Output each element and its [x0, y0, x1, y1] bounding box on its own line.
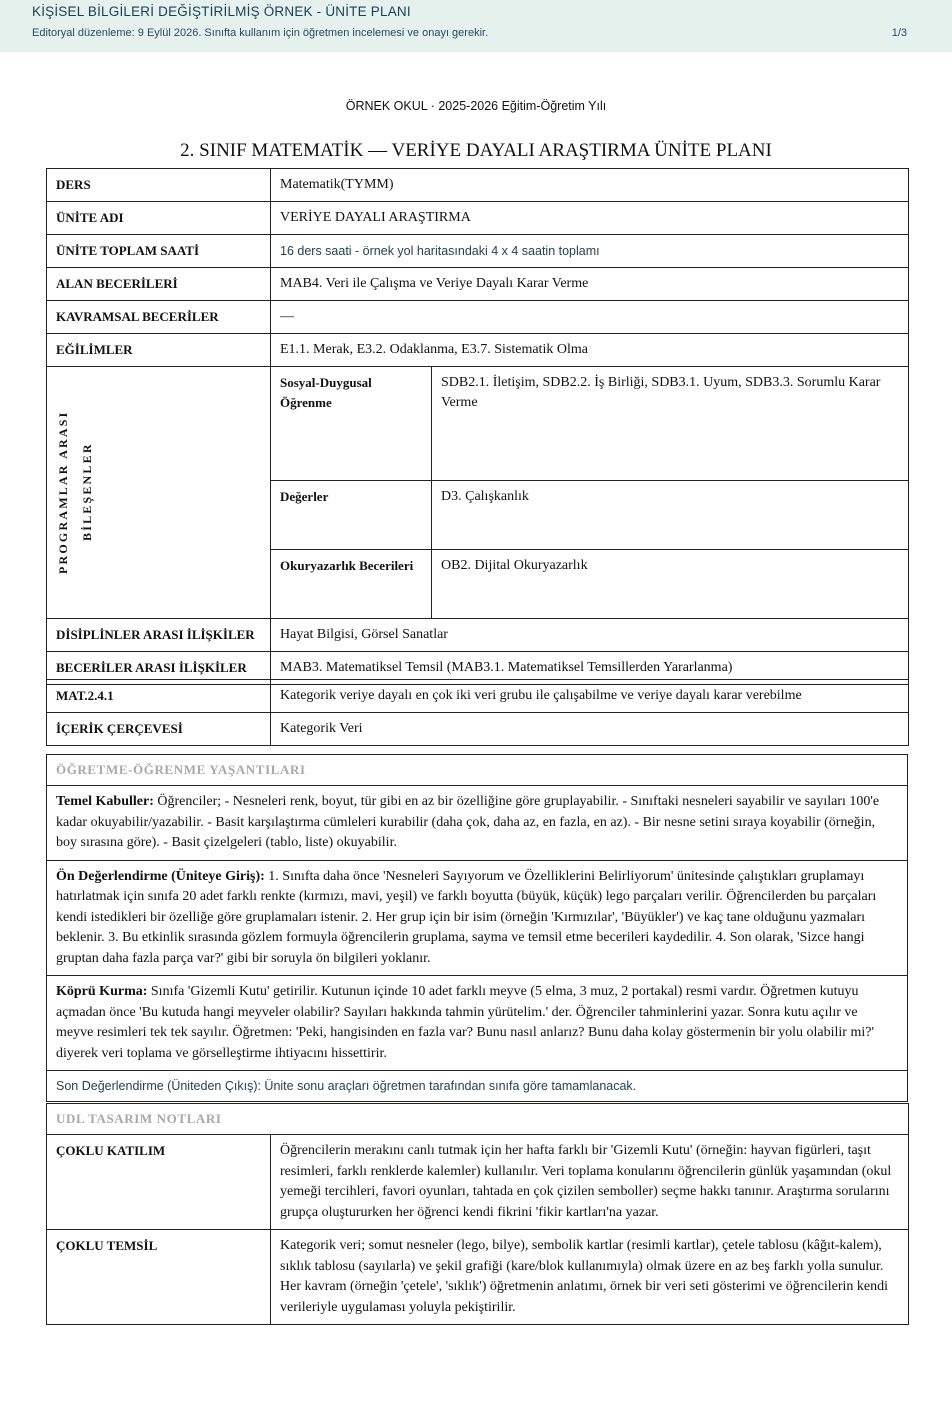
school-line: ÖRNEK OKUL · 2025-2026 Eğitim-Öğretim Yılı [345, 99, 607, 113]
kavramsal-value: — [271, 301, 909, 334]
unite-saati-label: ÜNİTE TOPLAM SAATİ [47, 235, 271, 268]
udl-heading: UDL TASARIM NOTLARI [47, 1104, 909, 1135]
unite-adi-label: ÜNİTE ADI [47, 202, 271, 235]
katilim-label: ÇOKLU KATILIM [47, 1135, 271, 1230]
kopru-kurma [47, 976, 908, 1071]
on-label: Ön Değerlendirme (Üniteye Giriş): [56, 868, 265, 884]
row-unite-saati [47, 235, 909, 268]
program-arasi-label: PROGRAMLAR ARASI BİLEŞENLER [56, 410, 94, 574]
ders-value: Matematik(TYMM) [271, 169, 909, 202]
icerik-value: Kategorik Veri [271, 713, 909, 746]
row-sdb [47, 367, 909, 481]
alan-value: MAB4. Veri ile Çalışma ve Veriye Dayalı Karar Verme [271, 268, 909, 301]
row-coklu-temsil [47, 1230, 909, 1325]
son-degerlendirme: Son Değerlendirme (Üniteden Çıkış): Ünite sonu araçları öğretmen tarafından sınıfa göre tamamlanacak. [47, 1071, 908, 1102]
outcome-code: MAT.2.4.1 [47, 680, 271, 713]
beceriler-label: BECERİLER ARASI İLİŞKİLER [47, 652, 271, 685]
learning-table [46, 754, 908, 1102]
outcome-table [46, 679, 909, 746]
unite-adi-value: VERİYE DAYALI ARAŞTIRMA [271, 202, 909, 235]
udl-table [46, 1103, 909, 1325]
unite-saati-value: 16 ders saati - örnek yol haritasındaki 4 x 4 saatin toplamı [271, 235, 909, 268]
banner-title: KİŞİSEL BİLGİLERİ DEĞİŞTİRİLMİŞ ÖRNEK - ÜNİTE PLANI [32, 4, 411, 19]
temel-text: Öğrenciler; - Nesneleri renk, boyut, tür gibi en az bir özelliğine göre gruplayabilir. - Sınıftaki nesneleri sayabilir ve sayıları 100'e kadar okuyabilir/yazabilir. - Basit karşılaştırma cümleleri kurabilir (daha çok, daha az, en fazla, en az). - Bir nesne setini sıraya koyabilir (örneğin, boy sırasına göre). - Basit çizelgeleri (tablo, liste) okuyabilir. [56, 794, 880, 850]
row-alan-becerileri [47, 268, 909, 301]
okuryazarlik-label: Okuryazarlık Becerileri [271, 550, 432, 619]
row-kavramsal [47, 301, 909, 334]
on-degerlendirme [47, 860, 908, 976]
row-disiplinler [47, 619, 909, 652]
learning-heading: ÖĞRETME-ÖĞRENME YAŞANTILARI [47, 755, 908, 786]
disiplinler-label: DİSİPLİNLER ARASI İLİŞKİLER [47, 619, 271, 652]
row-coklu-katilim [47, 1135, 909, 1230]
temsil-text: Kategorik veri; somut nesneler (lego, bilye), sembolik kartlar (resimli kartlar), çetele tablosu (kâğıt-kalem), sıklık tablosu (sayılarla) ve şekil grafiği (kare/blok kullanımıyla) olmak üzere en az beş farklı yolla sunulur. Her kavram (örneğin 'çetele', 'sıklık') öğretmenin anlatımı, örnek bir veri seti gösterimi ve öğrencilerin kendi verileriyle uygulaması yoluyla pekiştirilir. [271, 1230, 909, 1325]
program-arasi-label-cell [47, 367, 271, 619]
sdb-value: SDB2.1. İletişim, SDB2.2. İş Birliği, SDB3.1. Uyum, SDB3.3. Sorumlu Karar Verme [432, 367, 909, 481]
document-title: 2. SINIF MATEMATİK — VERİYE DAYALI ARAŞTIRMA ÜNİTE PLANI [180, 140, 772, 161]
outcome-text: Kategorik veriye dayalı en çok iki veri grubu ile çalışabilme ve veriye dayalı karar verebilme [271, 680, 909, 713]
beceriler-value: MAB3. Matematiksel Temsil (MAB3.1. Matematiksel Temsillerden Yararlanma) [271, 652, 909, 685]
edit-banner [0, 0, 952, 52]
katilim-text: Öğrencilerin merakını canlı tutmak için her hafta farklı bir 'Gizemli Kutu' (örneğin: hayvan figürleri, taşıt resimleri, farklı renklerde kalemler) kullanılır. Veri toplama konularını öğrencilerin günlük yaşamından (okul yemeği tercihleri, favori oyunları, tahtada en çok çizilen semboller) seçme hakkı tanınır. Araştırma sorularını grupça oluştururken her öğrenci kendi fikrini 'fikir kartları'na yazar. [271, 1135, 909, 1230]
degerler-value: D3. Çalışkanlık [432, 481, 909, 550]
banner-note: Editoryal düzenleme: 9 Eylül 2026. Sınıfta kullanım için öğretmen incelemesi ve onayı gerekir. [32, 27, 489, 39]
unit-info-table [46, 168, 909, 685]
row-ders [47, 169, 909, 202]
page-number: 1/3 [891, 27, 907, 39]
disiplinler-value: Hayat Bilgisi, Görsel Sanatlar [271, 619, 909, 652]
egilimler-label: EĞİLİMLER [47, 334, 271, 367]
temel-kabuller [47, 786, 908, 861]
row-egilimler [47, 334, 909, 367]
icerik-label: İÇERİK ÇERÇEVESİ [47, 713, 271, 746]
sdb-label: Sosyal-Duygusal Öğrenme [271, 367, 432, 481]
temel-label: Temel Kabuller: [56, 794, 154, 809]
egilimler-value: E1.1. Merak, E3.2. Odaklanma, E3.7. Sistematik Olma [271, 334, 909, 367]
row-outcome [47, 680, 909, 713]
temsil-label: ÇOKLU TEMSİL [47, 1230, 271, 1325]
alan-label: ALAN BECERİLERİ [47, 268, 271, 301]
ders-label: DERS [47, 169, 271, 202]
kopru-text: Sınıfa 'Gizemli Kutu' getirilir. Kutunun içinde 10 adet farklı meyve (5 elma, 3 muz, 2 portakal) resmi vardır. Öğretmen kutuyu açmadan önce 'Bu kutuda hangi meyveler olabilir? Sayıları hakkında tahmin yürütelim.' der. Öğrenciler tahminlerini yazar. Sonra kutu açılır ve meyve resimleri tek tek sayılır. Öğretmen: 'Peki, hangisinden en fazla var? Bunu nasıl anlarız? Bunu daha kolay göstermenin bir yolu olabilir mi?' diyerek veri toplama ve görselleştirme ihtiyacını hissettirir. [56, 984, 874, 1061]
kopru-label: Köprü Kurma: [56, 984, 148, 999]
row-icerik [47, 713, 909, 746]
kavramsal-label: KAVRAMSAL BECERİLER [47, 301, 271, 334]
okuryazarlik-value: OB2. Dijital Okuryazarlık [432, 550, 909, 619]
degerler-label: Değerler [271, 481, 432, 550]
row-unite-adi [47, 202, 909, 235]
on-text: 1. Sınıfta daha önce 'Nesneleri Sayıyorum ve Özelliklerini Belirliyorum' ünitesinde çalıştıkları gruplamayı hatırlatmak için sınıfa 20 adet farklı renkte (kırmızı, mavi, yeşil) ve farklı boyutta (büyük, küçük) lego parçaları verilir. Öğrencilerden bu parçaları kendi istedikleri bir özelliğe göre gruplamaları istenir. 2. Her grup için bir isim (örneğin 'Kırmızılar', 'Büyükler') ve kaç tane olduğunu yazmaları beklenir. 3. Bu etkinlik sırasında gözlem formuyla öğrencilerin gruplama, sayma ve temsil etme becerileri kaydedilir. 4. Son olarak, 'Sizce hangi gruptan daha fazla parça var?' gibi bir soruyla ön bilgileri yoklanır. [56, 868, 877, 966]
